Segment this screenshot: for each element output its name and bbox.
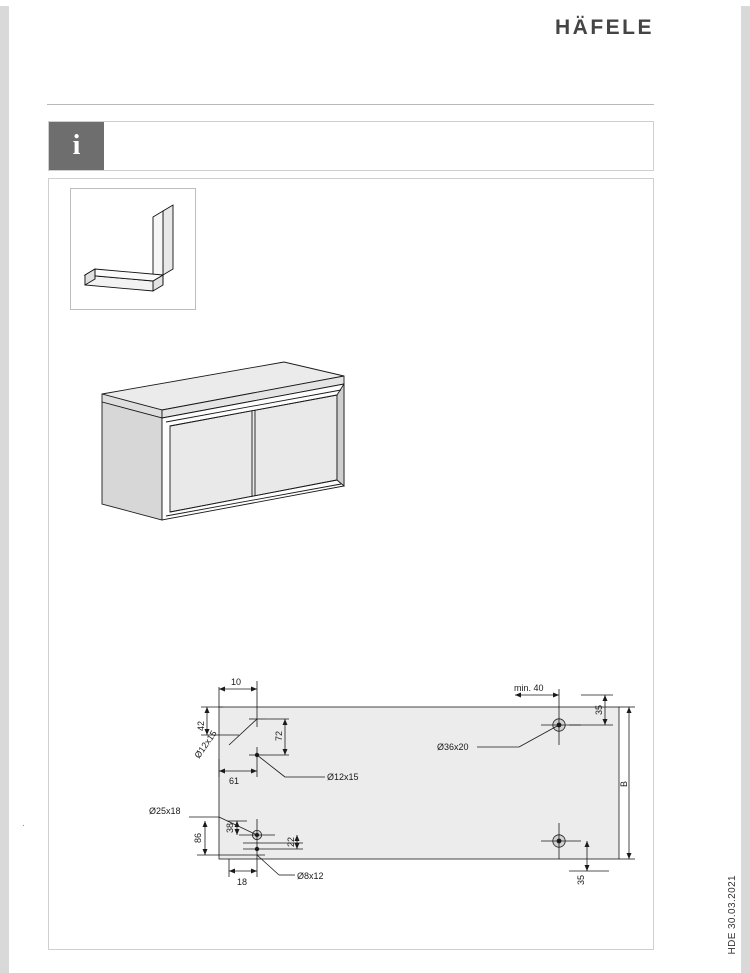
label-dia-25x18: Ø25x18 — [149, 806, 181, 816]
label-dia-36x20: Ø36x20 — [437, 742, 469, 752]
brand-logo: HÄFELE — [555, 16, 654, 39]
page-left-edge — [0, 0, 9, 973]
margin-tick: . — [22, 818, 25, 829]
label-dia-8x12: Ø8x12 — [297, 871, 324, 881]
label-dia-12x15-a: Ø12x15 — [192, 728, 219, 761]
label-dim-35-top: 35 — [594, 704, 604, 715]
dimension-drawing — [89, 659, 649, 919]
label-dim-61: 61 — [229, 776, 240, 786]
label-dim-72: 72 — [274, 730, 284, 741]
footer-date: HDE 30.03.2021 — [727, 875, 738, 955]
label-dim-38: 38 — [225, 822, 235, 833]
label-dim-86: 86 — [193, 832, 203, 843]
content-frame — [48, 178, 654, 950]
label-dim-B: B — [619, 780, 629, 787]
l-profile-illustration — [71, 189, 195, 309]
page-top-edge — [0, 0, 750, 6]
info-icon: i — [49, 122, 104, 170]
label-dim-35-bottom: 35 — [576, 874, 586, 885]
label-min-40: min. 40 — [514, 683, 544, 693]
profile-thumbnail — [70, 188, 196, 310]
label-dim-10: 10 — [231, 677, 242, 687]
label-dim-18: 18 — [237, 877, 248, 887]
info-banner — [48, 121, 654, 171]
label-dia-12x15-b: Ø12x15 — [327, 772, 359, 782]
cabinet-illustration — [94, 354, 394, 544]
label-dim-42: 42 — [196, 720, 206, 731]
page-right-edge — [741, 0, 750, 973]
technical-drawing — [89, 659, 649, 919]
label-dim-22: 22 — [286, 836, 296, 847]
cabinet-drawing — [94, 354, 394, 544]
header-divider — [47, 104, 654, 105]
